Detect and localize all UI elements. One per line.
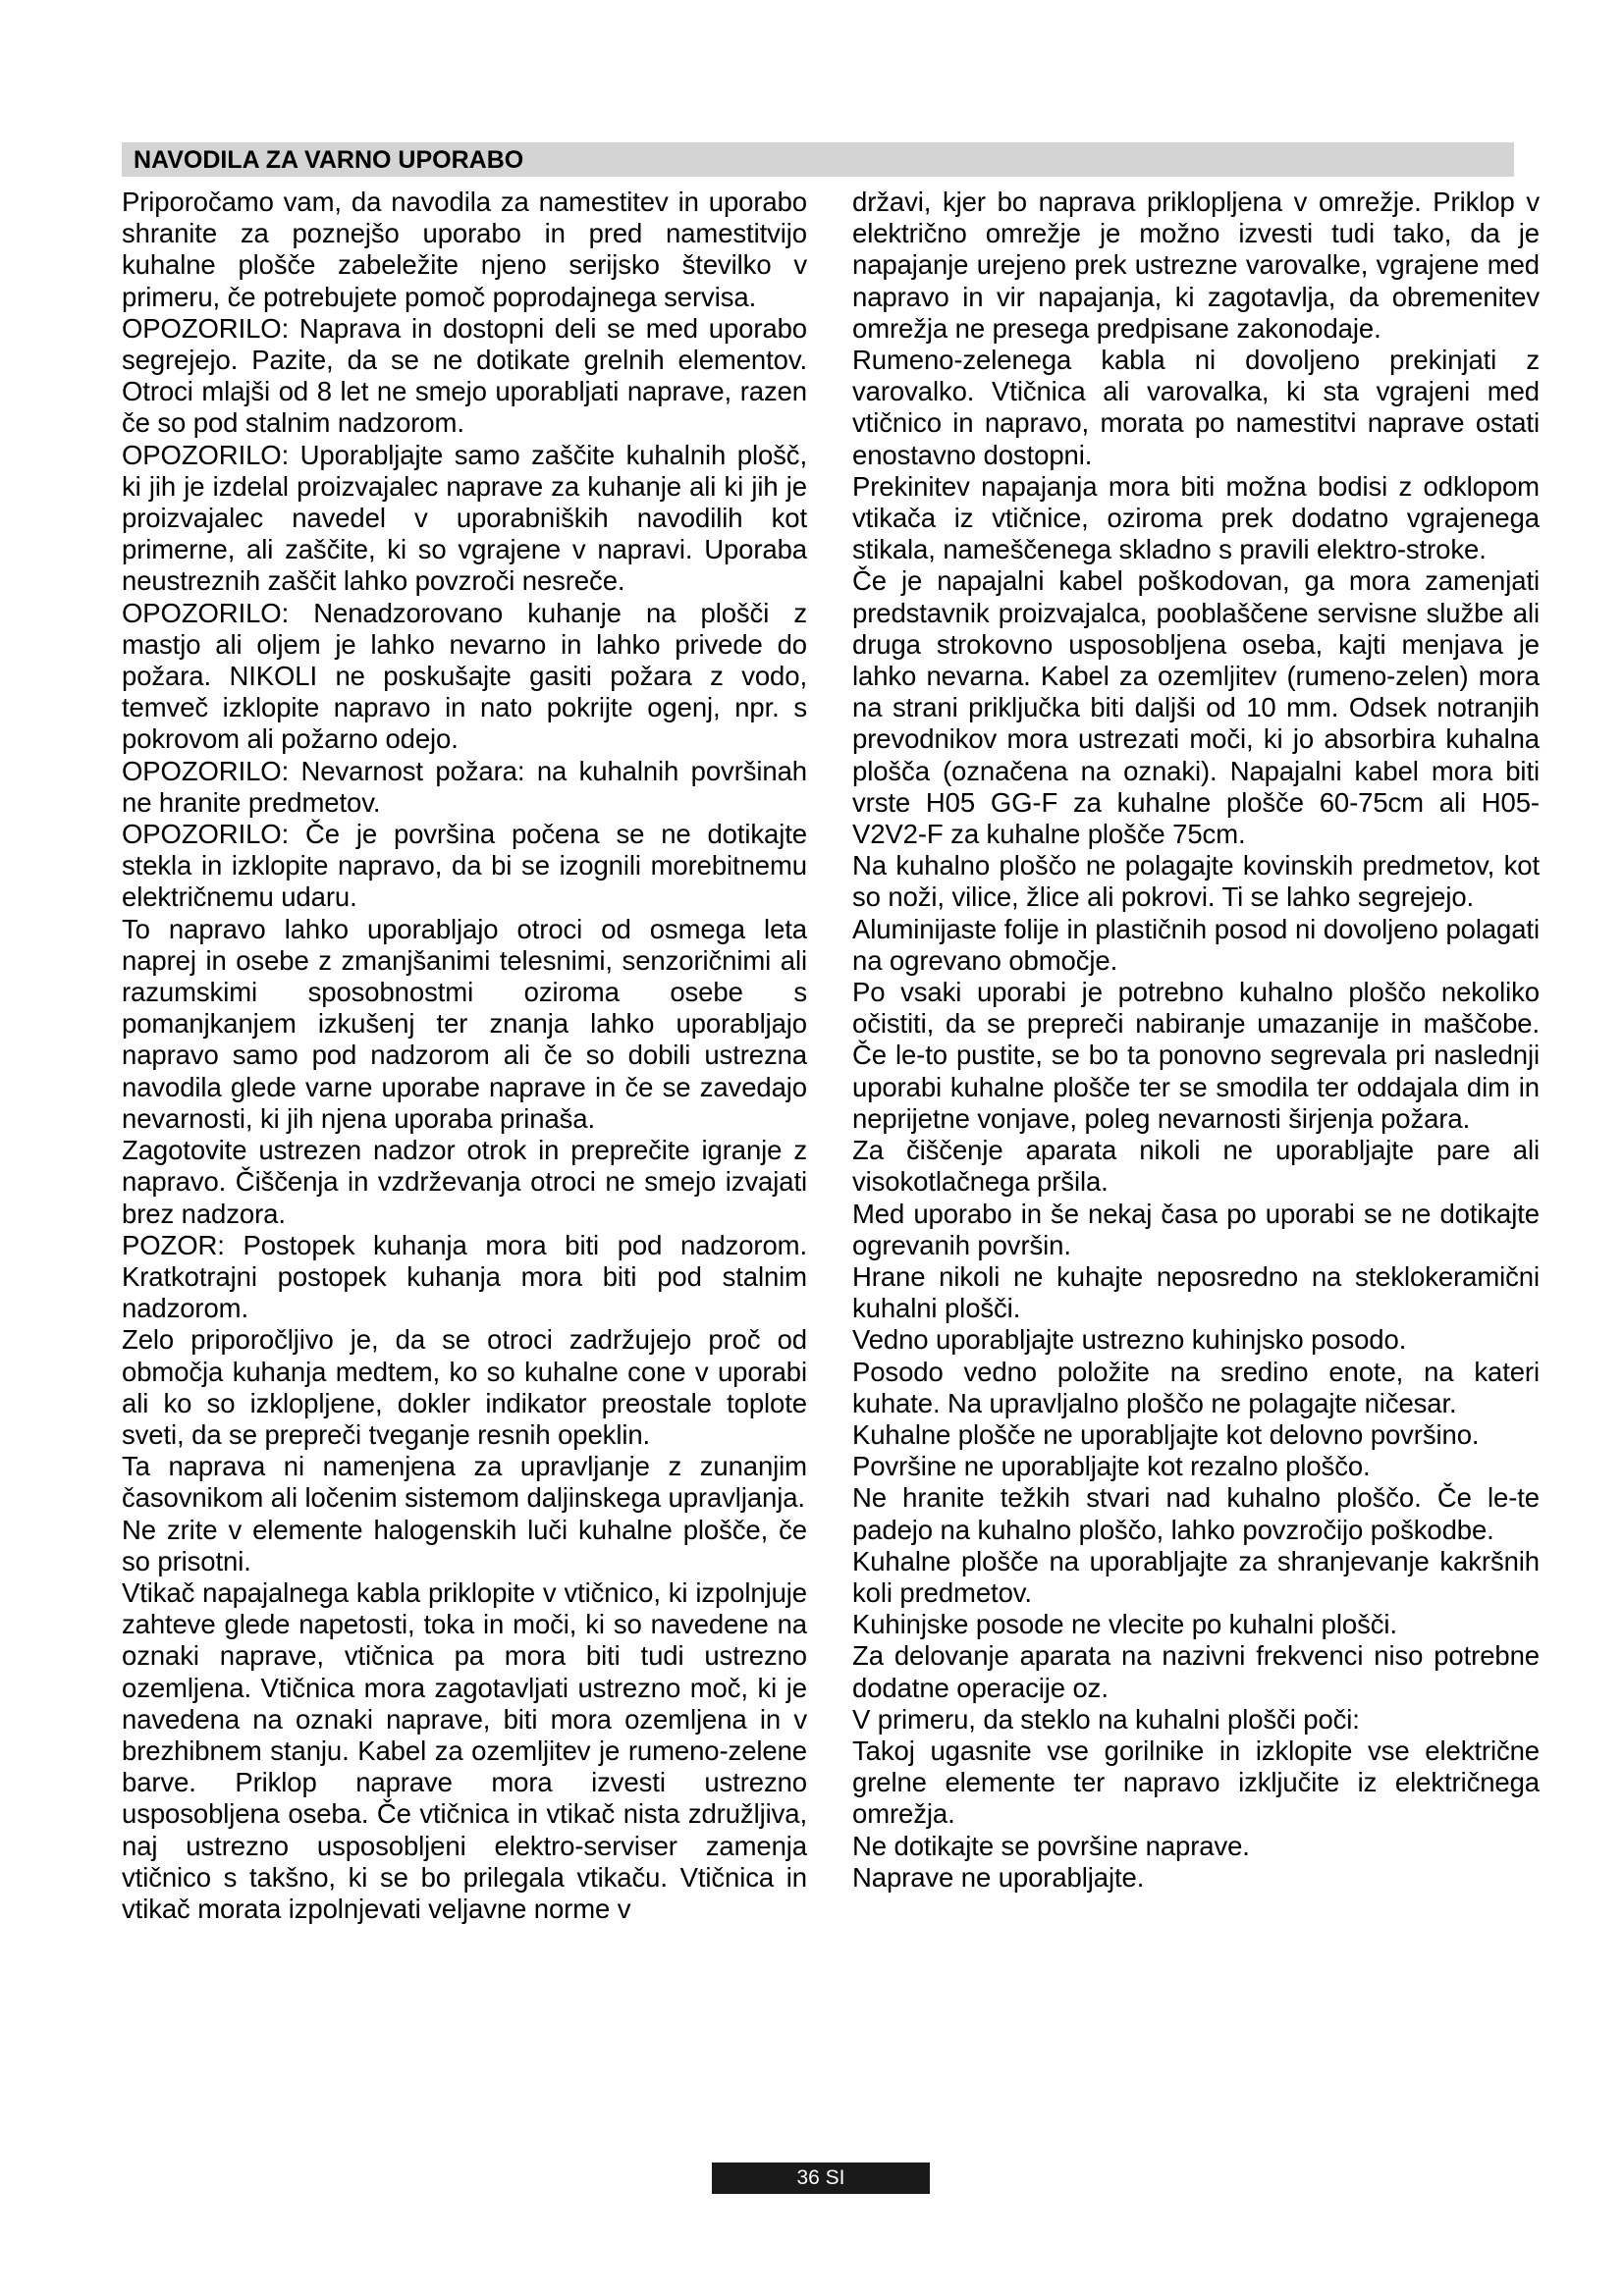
paragraph: POZOR: Postopek kuhanja mora biti pod nadzorom. Kratkotrajni postopek kuhanja mora biti pod stalnim nadzorom. (122, 1229, 807, 1324)
paragraph: Kuhalne plošče na uporabljajte za shranjevanje kakršnih koli predmetov. (852, 1545, 1540, 1608)
paragraph: Za čiščenje aparata nikoli ne uporabljajte pare ali visokotlačnega pršila. (852, 1135, 1540, 1198)
paragraph: Po vsaki uporabi je potrebno kuhalno ploščo nekoliko očistiti, da se prepreči nabiranje umazanije in maščobe. Če le-to pustite, se bo ta ponovno segrevala pri naslednji uporabi kuhalne plošče ter se smodila ter oddajala dim in neprijetne vonjave, poleg nevarnosti širjenja požara. (852, 977, 1540, 1134)
paragraph: Za delovanje aparata na nazivni frekvenci niso potrebne dodatne operacije oz. (852, 1640, 1540, 1703)
paragraph: Rumeno-zelenega kabla ni dovoljeno prekinjati z varovalko. Vtičnica ali varovalka, ki sta vgrajeni med vtičnico in napravo, morata po namestitvi naprave ostati enostavno dostopni. (852, 345, 1540, 470)
page-number-box (712, 2163, 930, 2194)
paragraph: Med uporabo in še nekaj časa po uporabi se ne dotikajte ogrevanih površin. (852, 1198, 1540, 1260)
paragraph: Na kuhalno ploščo ne polagajte kovinskih predmetov, kot so noži, vilice, žlice ali pokrovi. Ti se lahko segrejejo. (852, 850, 1540, 913)
page-number: 36 SI (796, 2166, 845, 2189)
paragraph: Zelo priporočljivo je, da se otroci zadržujejo proč od območja kuhanja medtem, ko so kuhalne cone v uporabi ali ko so izklopljene, dokler indikator preostale toplote sveti, da se prepreči tveganje resnih opeklin. (122, 1324, 807, 1450)
left-text-column (122, 187, 807, 1925)
paragraph: Posodo vedno položite na sredino enote, na kateri kuhate. Na upravljalno ploščo ne polagajte ničesar. (852, 1356, 1540, 1418)
paragraph: Vedno uporabljajte ustrezno kuhinjsko posodo. (852, 1324, 1407, 1356)
paragraph: Ne zrite v elemente halogenskih luči kuhalne plošče, če so prisotni. (122, 1514, 807, 1576)
paragraph: Ne hranite težkih stvari nad kuhalno ploščo. Če le-te padejo na kuhalno ploščo, lahko povzročijo poškodbe. (852, 1482, 1540, 1545)
paragraph: Če je napajalni kabel poškodovan, ga mora zamenjati predstavnik proizvajalca, pooblaščene servisne službe ali druga strokovno usposobljena oseba, kajti menjava je lahko nevarna. Kabel za ozemljitev (rumeno-zelen) mora na strani priključka biti daljši od 10 mm. Odsek notranjih prevodnikov mora ustrezati moči, ki jo absorbira kuhalna plošča (označena na oznaki). Napajalni kabel mora biti vrste H05 GG-F za kuhalne plošče 60-75cm ali H05-V2V2-F za kuhalne plošče 75cm. (852, 565, 1540, 850)
paragraph: V primeru, da steklo na kuhalni plošči poči: (852, 1703, 1360, 1735)
paragraph: Hrane nikoli ne kuhajte neposredno na steklokeramični kuhalni plošči. (852, 1260, 1540, 1324)
paragraph: OPOZORILO: Uporabljajte samo zaščite kuhalnih plošč, ki jih je izdelal proizvajalec naprave za kuhanje ali ki jih je proizvajalec navedel v uporabniških navodilih kot primerne, ali zaščite, ki so vgrajene v napravi. Uporaba neustreznih zaščit lahko povzroči nesreče. (122, 439, 807, 597)
paragraph: Zagotovite ustrezen nadzor otrok in preprečite igranje z napravo. Čiščenja in vzdrževanja otroci ne smejo izvajati brez nadzora. (122, 1135, 807, 1229)
paragraph: To napravo lahko uporabljajo otroci od osmega leta naprej in osebe z zmanjšanimi telesnimi, senzoričnimi ali razumskimi sposobnostmi oziroma osebe s pomanjkanjem izkušenj ter znanja lahko uporabljajo napravo samo pod nadzorom ali če so dobili ustrezna navodila glede varne uporabe naprave in če se zavedajo nevarnosti, ki jih njena uporaba prinaša. (122, 913, 807, 1134)
paragraph: Ta naprava ni namenjena za upravljanje z zunanjim časovnikom ali ločenim sistemom daljinskega upravljanja. (122, 1451, 807, 1514)
paragraph: Prekinitev napajanja mora biti možna bodisi z odklopom vtikača iz vtičnice, oziroma prek dodatno vgrajenega stikala, nameščenega skladno s pravili elektro-stroke. (852, 470, 1540, 565)
paragraph: OPOZORILO: Nenadzorovano kuhanje na plošči z mastjo ali oljem je lahko nevarno in lahko privede do požara. NIKOLI ne poskušajte gasiti požara z vodo, temveč izklopite napravo in nato pokrijte ogenj, npr. s pokrovom ali požarno odejo. (122, 597, 807, 755)
paragraph: državi, kjer bo naprava priklopljena v omrežje. Priklop v električno omrežje je možno izvesti tudi tako, da je napajanje urejeno prek ustrezne varovalke, vgrajene med napravo in vir napajanja, ki zagotavlja, da obremenitev omrežja ne presega predpisane zakonodaje. (852, 187, 1540, 344)
paragraph: Aluminijaste folije in plastičnih posod ni dovoljeno polagati na ogrevano območje. (852, 913, 1540, 976)
paragraph: Kuhalne plošče ne uporabljajte kot delovno površino. (852, 1418, 1480, 1450)
paragraph: OPOZORILO: Nevarnost požara: na kuhalnih površinah ne hranite predmetov. (122, 755, 807, 818)
paragraph: Vtikač napajalnega kabla priklopite v vtičnico, ki izpolnjuje zahteve glede napetosti, toka in moči, ki so navedene na oznaki naprave, vtičnica pa mora biti tudi ustrezno ozemljena. Vtičnica mora zagotavljati ustrezno moč, ki je navedena na oznaki naprave, biti mora ozemljena in v brezhibnem stanju. Kabel za ozemljitev je rumeno-zelene barve. Priklop naprave mora izvesti ustrezno usposobljena oseba. Če vtičnica in vtikač nista združljiva, naj ustrezno usposobljeni elektro-serviser zamenja vtičnico s takšno, ki se bo prilegala vtikaču. Vtičnica in vtikač morata izpolnjevati veljavne norme v (122, 1576, 807, 1924)
paragraph: Naprave ne uporabljajte. (852, 1861, 1145, 1893)
section-header-bar (122, 142, 1514, 177)
right-text-column (852, 187, 1540, 1894)
paragraph: OPOZORILO: Če je površina počena se ne dotikajte stekla in izklopite napravo, da bi se izognili morebitnemu električnemu udaru. (122, 819, 807, 913)
paragraph: Priporočamo vam, da navodila za namestitev in uporabo shranite za poznejšo uporabo in pred namestitvijo kuhalne plošče zabeležite njeno serijsko številko v primeru, če potrebujete pomoč poprodajnega servisa. (122, 187, 807, 312)
paragraph: Kuhinjske posode ne vlecite po kuhalni plošči. (852, 1609, 1397, 1640)
paragraph: Takoj ugasnite vse gorilnike in izklopite vse električne grelne elemente ter napravo izključite iz električnega omrežja. (852, 1735, 1540, 1830)
paragraph: Površine ne uporabljajte kot rezalno ploščo. (852, 1451, 1371, 1482)
paragraph: OPOZORILO: Naprava in dostopni deli se med uporabo segrejejo. Pazite, da se ne dotikate grelnih elementov. Otroci mlajši od 8 let ne smejo uporabljati naprave, razen če so pod stalnim nadzorom. (122, 312, 807, 439)
paragraph: Ne dotikajte se površine naprave. (852, 1830, 1250, 1861)
section-title: NAVODILA ZA VARNO UPORABO (134, 146, 524, 174)
